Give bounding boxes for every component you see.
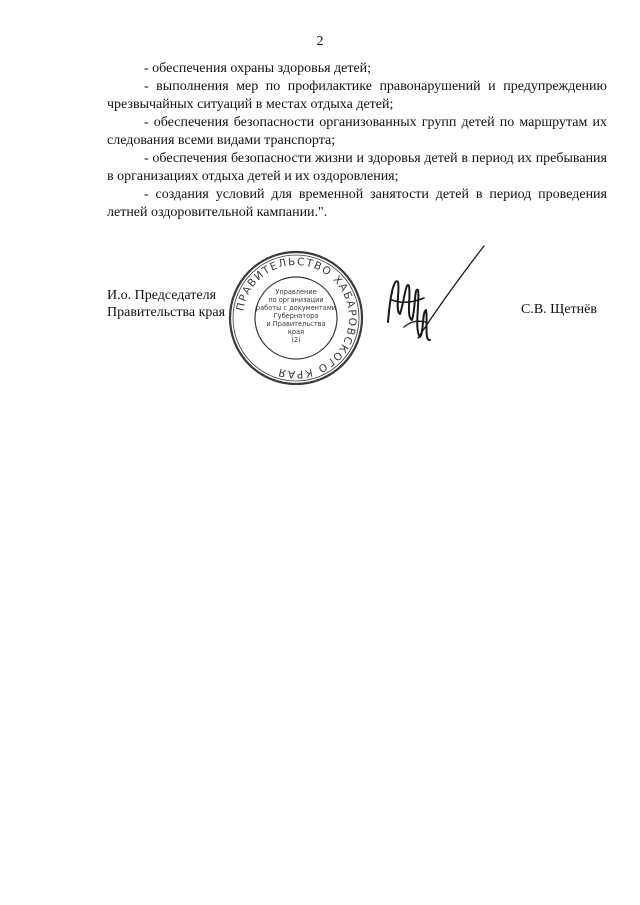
signatory-position-line1: И.о. Председателя [107, 288, 217, 303]
handwritten-signature [380, 242, 490, 357]
svg-text:края: края [287, 328, 305, 336]
seal-inner-text [256, 288, 336, 344]
list-item: - обеспечения охраны здоровья детей; [144, 61, 372, 76]
official-seal-stamp [226, 248, 366, 388]
list-item: - создания условий для временной занятости детей в период проведения летней оздоровительной кампании.". [107, 187, 607, 220]
list-item: - обеспечения безопасности жизни и здоровья детей в период их пребывания в организациях отдыха детей и их оздоровления; [107, 151, 607, 184]
document-body [107, 60, 607, 222]
list-item: - выполнения мер по профилактике правонарушений и предупреждению чрезвычайных ситуаций в местах отдыха детей; [107, 79, 607, 112]
svg-text:по организации: по организации [268, 296, 324, 304]
signatory-name: С.В. Щетнёв [521, 302, 597, 317]
signatory-position-line2: Правительства края [107, 305, 226, 320]
list-item: - обеспечения безопасности организованных групп детей по маршрутам их следования всеми видами транспорта; [107, 115, 607, 148]
signatory-position [107, 287, 225, 321]
seal-outer-text: ПРАВИТЕЛЬСТВО ХАБАРОВСКОГО КРАЯ [234, 255, 359, 381]
svg-text:работы с документами: работы с документами [255, 304, 337, 312]
svg-text:Управление: Управление [275, 288, 317, 296]
page-number: 2 [316, 34, 324, 49]
svg-text:(2): (2) [291, 336, 301, 344]
svg-text:Губернатора: Губернатора [273, 312, 319, 320]
svg-text:и Правительства: и Правительства [266, 320, 326, 328]
